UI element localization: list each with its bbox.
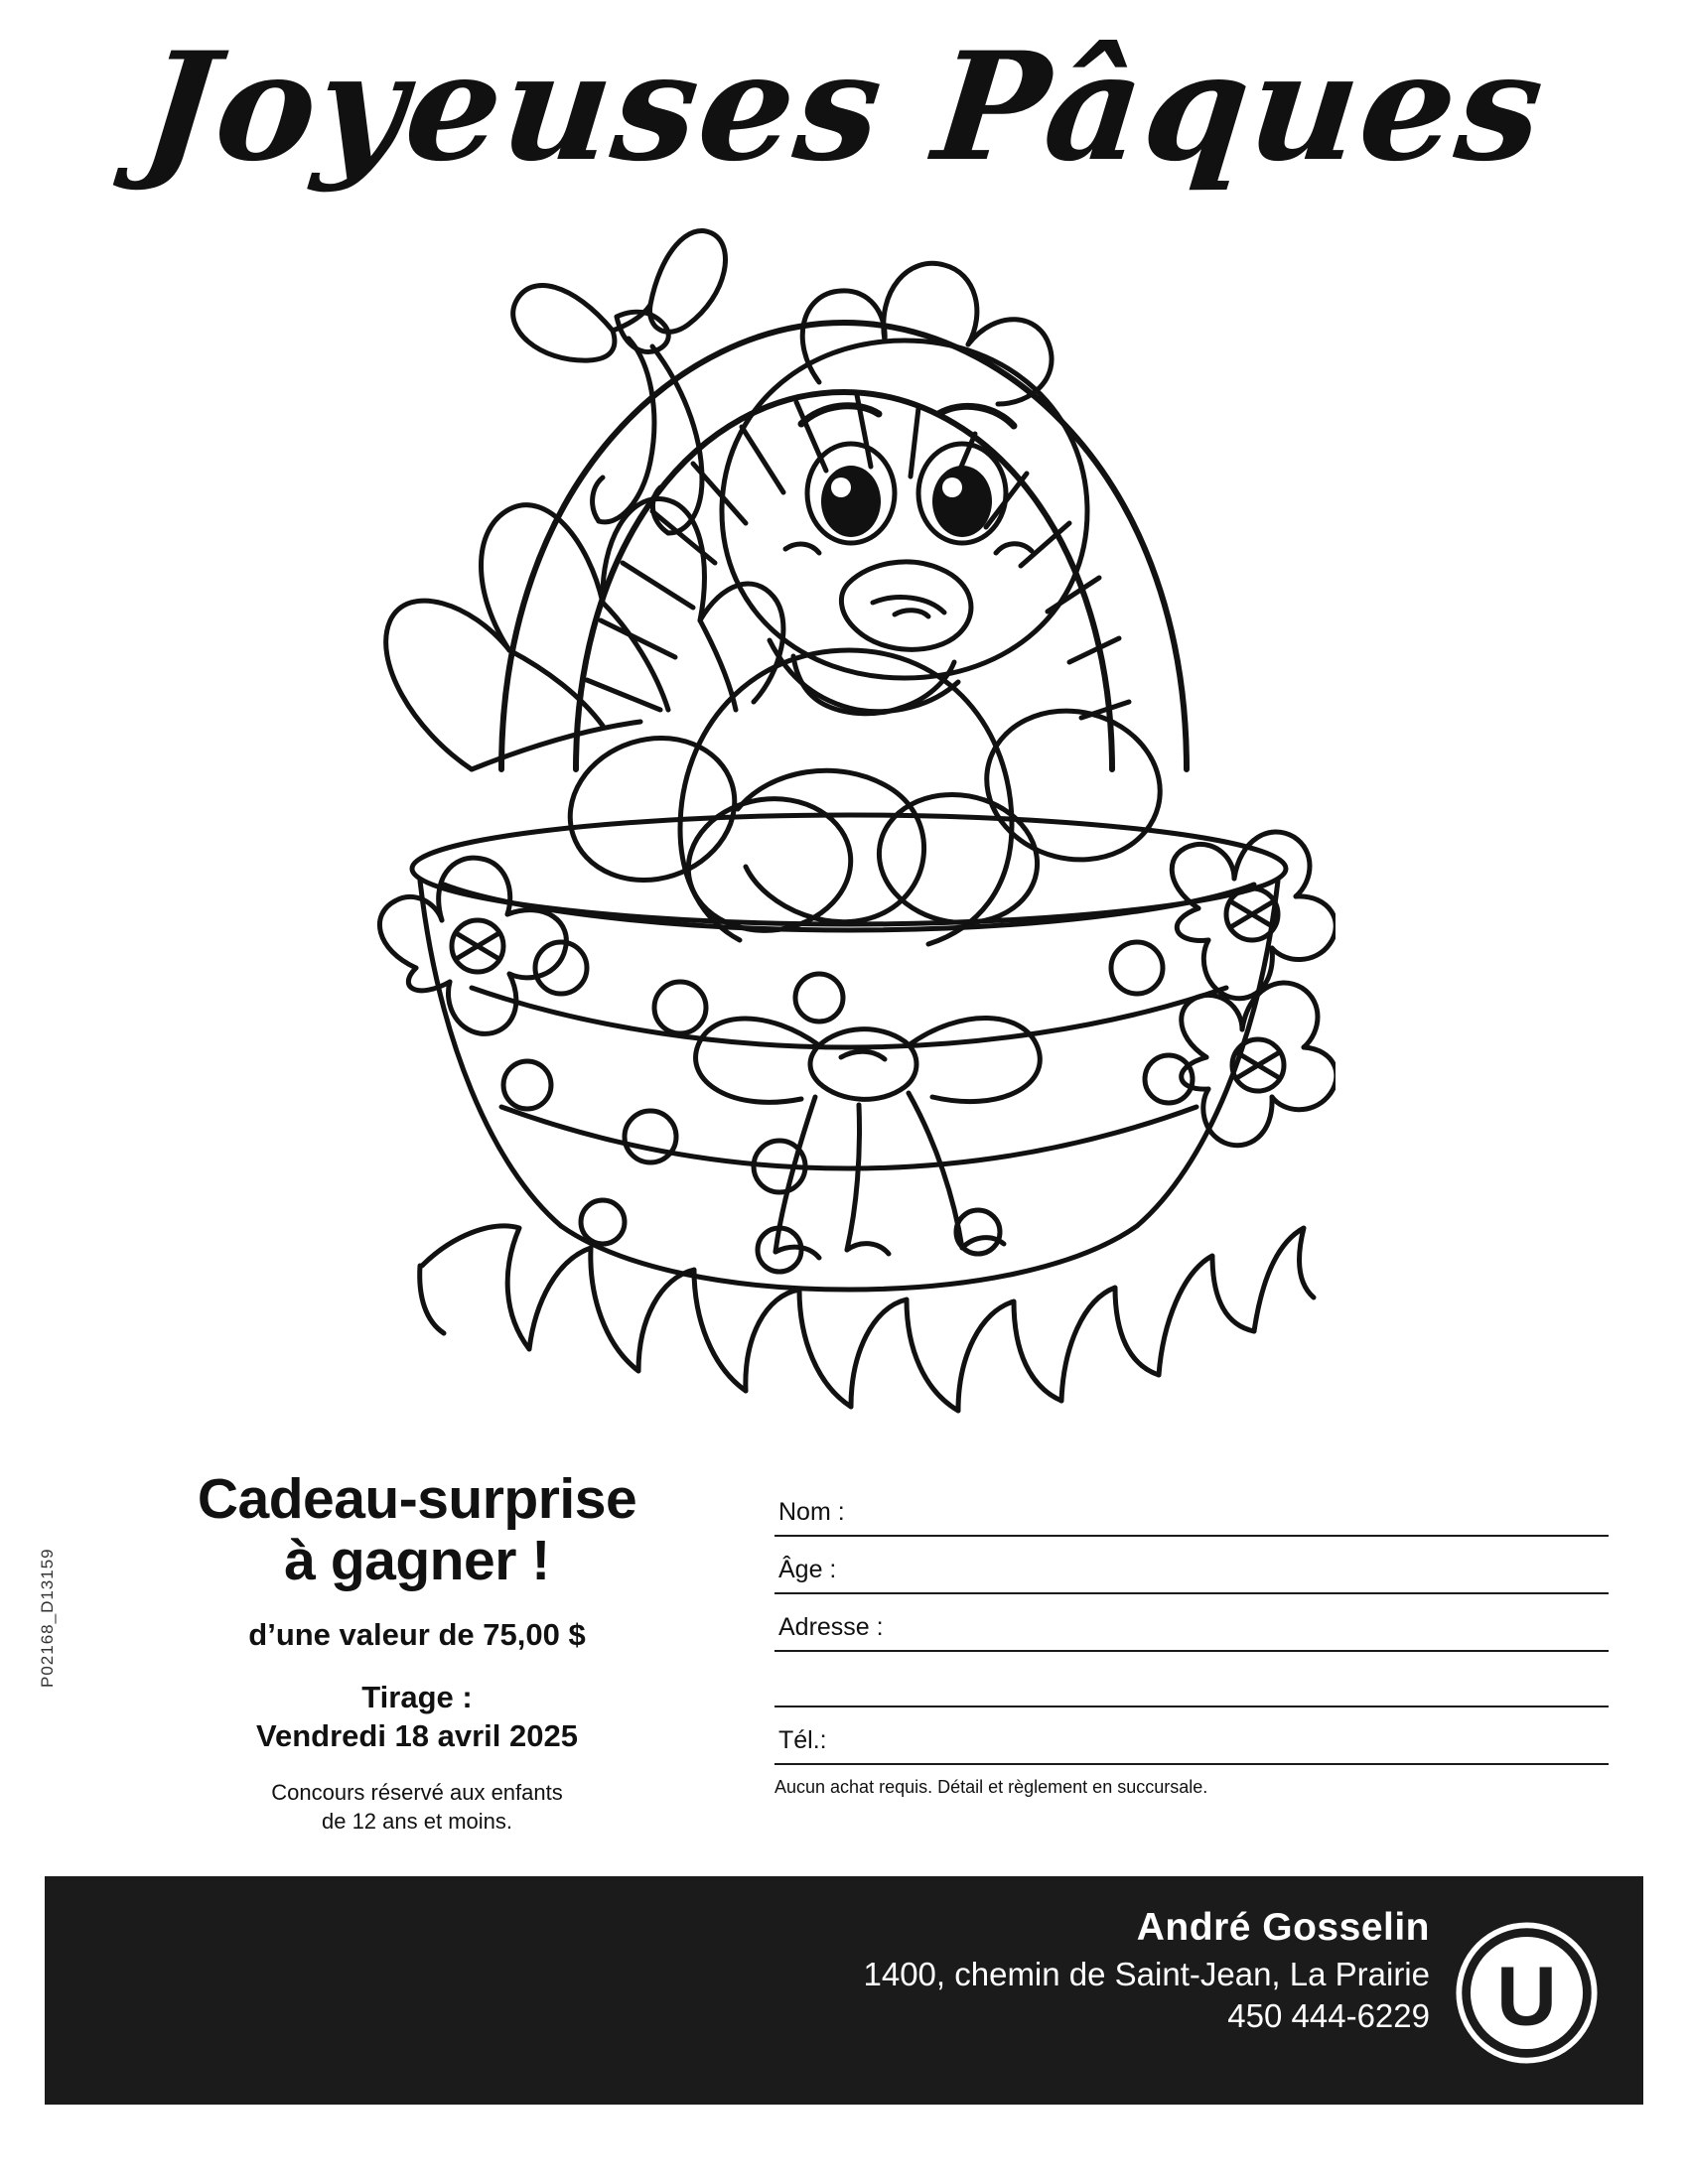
print-code: P02168_D13159 bbox=[38, 1548, 57, 1688]
footer-info bbox=[863, 1906, 1430, 2035]
field-adresse-label: Adresse : bbox=[778, 1613, 884, 1641]
form-disclaimer: Aucun achat requis. Détail et règlement en succursale. bbox=[774, 1777, 1208, 1797]
footer-address: 1400, chemin de Saint-Jean, La Prairie bbox=[863, 1956, 1430, 1992]
promo-fineprint bbox=[99, 1778, 735, 1837]
page-title-container bbox=[0, 20, 1688, 195]
promo-block bbox=[99, 1469, 735, 1837]
field-telephone[interactable] bbox=[774, 1707, 1609, 1765]
footer-bar bbox=[45, 1876, 1643, 2105]
field-nom-label: Nom : bbox=[778, 1498, 845, 1526]
field-telephone-label: Tél.: bbox=[778, 1726, 827, 1754]
svg-text:U: U bbox=[1496, 1949, 1557, 2043]
promo-fineprint-line2: de 12 ans et moins. bbox=[321, 1809, 512, 1835]
page-title: Joyeuses Pâques bbox=[135, 20, 1553, 195]
field-nom[interactable] bbox=[774, 1479, 1609, 1537]
field-age[interactable] bbox=[774, 1537, 1609, 1594]
promo-headline-line1: Cadeau-surprise bbox=[197, 1467, 637, 1531]
promo-draw-label: Tirage : bbox=[361, 1680, 473, 1715]
contest-entry-form bbox=[774, 1479, 1609, 1798]
field-age-label: Âge : bbox=[778, 1556, 837, 1583]
field-adresse-line2[interactable] bbox=[774, 1652, 1609, 1707]
promo-draw bbox=[99, 1679, 735, 1756]
footer-phone: 450 444-6229 bbox=[1227, 1997, 1430, 2034]
easter-basket-chick-coloring-illustration bbox=[352, 213, 1336, 1459]
promo-headline bbox=[99, 1469, 735, 1591]
promo-headline-line2: à gagner ! bbox=[284, 1528, 550, 1592]
field-adresse[interactable] bbox=[774, 1594, 1609, 1652]
promo-value: d’une valeur de 75,00 $ bbox=[248, 1617, 586, 1653]
promo-draw-date: Vendredi 18 avril 2025 bbox=[256, 1717, 578, 1753]
promo-fineprint-line1: Concours réservé aux enfants bbox=[271, 1779, 563, 1805]
footer-store-name: André Gosselin bbox=[1136, 1906, 1430, 1949]
iga-u-logo-icon bbox=[1455, 1921, 1599, 2065]
